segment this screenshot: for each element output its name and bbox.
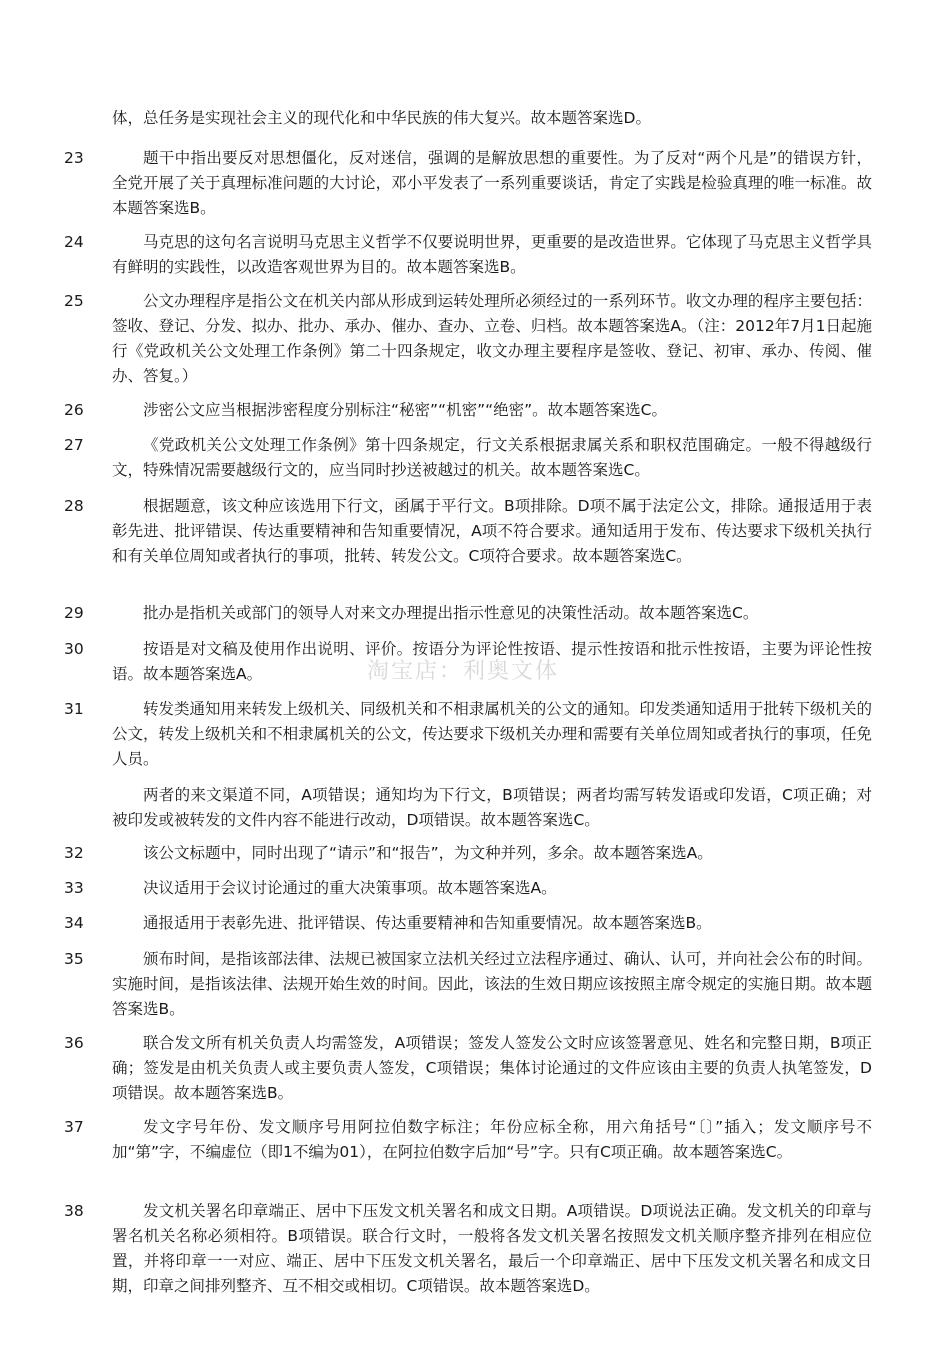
item-number: 38	[64, 1202, 84, 1220]
item-text	[112, 494, 872, 569]
item-text	[112, 289, 872, 389]
item-number: 33	[64, 879, 84, 897]
item-number: 32	[64, 844, 84, 862]
paragraph: 两者的来文渠道不同，A项错误；通知均为下行文，B项错误；两者均需写转发语或印发语，C项正确；对被印发或被转发的文件内容不能进行改动，D项错误。故本题答案选C。	[112, 786, 872, 829]
item-text	[112, 841, 872, 866]
continuation-text: 体，总任务是实现社会主义的现代化和中华民族的伟大复兴。故本题答案选D。	[112, 109, 651, 127]
paragraph: 题干中指出要反对思想僵化，反对迷信，强调的是解放思想的重要性。为了反对“两个凡是”的错误方针，全党开展了关于真理标准问题的大讨论，邓小平发表了一系列重要谈话，肯定了实践是检验真理的唯一标准。故本题答案选B。	[112, 149, 872, 217]
item-text	[112, 1115, 872, 1165]
paragraph: 公文办理程序是指公文在机关内部从形成到运转处理所必须经过的一系列环节。收文办理的程序主要包括：签收、登记、分发、拟办、批办、承办、催办、查办、立卷、归档。故本题答案选A。（注：2012年7月1日起施行《党政机关公文处理工作条例》第二十四条规定，收文办理主要程序是签收、登记、初审、承办、传阅、催办、答复。）	[112, 292, 872, 385]
paragraph: 联合发文所有机关负责人均需签发，A项错误；签发人签发公文时应该签署意见、姓名和完整日期，B项正确；签发是由机关负责人或主要负责人签发，C项错误；集体讨论通过的文件应该由主要的负责人执笔签发，D项错误。故本题答案选B。	[112, 1034, 872, 1102]
paragraph: 决议适用于会议讨论通过的重大决策事项。故本题答案选A。	[143, 879, 557, 897]
paragraph: 颁布时间，是指该部法律、法规已被国家立法机关经过立法程序通过、确认、认可，并向社会公布的时间。实施时间，是指该法律、法规开始生效的时间。因此，该法的生效日期应该按照主席令规定的实施日期。故本题答案选B。	[112, 950, 872, 1018]
item-text	[112, 911, 872, 936]
item-text	[112, 433, 872, 483]
paragraph: 批办是指机关或部门的领导人对来文办理提出指示性意见的决策性活动。故本题答案选C。	[143, 604, 759, 622]
paragraph: 《党政机关公文处理工作条例》第十四条规定，行文关系根据隶属关系和职权范围确定。一般不得越级行文，特殊情况需要越级行文的，应当同时抄送被越过的机关。故本题答案选C。	[112, 436, 872, 479]
paragraph: 涉密公文应当根据涉密程度分别标注“秘密”“机密”“绝密”。故本题答案选C。	[143, 401, 668, 419]
item-number: 23	[64, 149, 84, 167]
item-number: 24	[64, 233, 84, 251]
item-text	[112, 398, 872, 423]
item-text	[112, 876, 872, 901]
paragraph: 转发类通知用来转发上级机关、同级机关和不相隶属机关的公文的通知。印发类通知适用于批转下级机关的公文，转发上级机关和不相隶属机关的公文，传达要求下级机关办理和需要有关单位周知或者执行的事项，任免人员。	[112, 700, 872, 768]
item-text	[112, 146, 872, 221]
paragraph: 该公文标题中，同时出现了“请示”和“报告”，为文种并列，多余。故本题答案选A。	[143, 844, 713, 862]
paragraph: 按语是对文稿及使用作出说明、评价。按语分为评论性按语、提示性按语和批示性按语，主要为评论性按语。故本题答案选A。	[112, 640, 872, 683]
item-number: 25	[64, 292, 84, 310]
item-text	[112, 601, 872, 626]
paragraph: 马克思的这句名言说明马克思主义哲学不仅要说明世界，更重要的是改造世界。它体现了马克思主义哲学具有鲜明的实践性，以改造客观世界为目的。故本题答案选B。	[112, 233, 872, 276]
item-text	[112, 637, 872, 687]
item-number: 36	[64, 1034, 84, 1052]
item-text	[112, 230, 872, 280]
item-text	[112, 1031, 872, 1106]
item-text	[112, 947, 872, 1022]
paragraph: 根据题意，该文种应该选用下行文，函属于平行文。B项排除。D项不属于法定公文，排除。通报适用于表彰先进、批评错误、传达重要精神和告知重要情况，A项不符合要求。通知适用于发布、传达要求下级机关执行和有关单位周知或者执行的事项，批转、转发公文。C项符合要求。故本题答案选C。	[112, 497, 872, 565]
item-number: 34	[64, 914, 84, 932]
paragraph: 发文字号年份、发文顺序号用阿拉伯数字标注；年份应标全称，用六角括号“〔〕”插入；发文顺序号不加“第”字，不编虚位（即1不编为01），在阿拉伯数字后加“号”字。只有C项正确。故本题答案选C。	[112, 1118, 872, 1161]
item-number: 27	[64, 436, 84, 454]
item-number: 31	[64, 700, 84, 718]
item-number: 26	[64, 401, 84, 419]
item-number: 35	[64, 950, 84, 968]
item-number: 37	[64, 1118, 84, 1136]
paragraph: 发文机关署名印章端正、居中下压发文机关署名和成文日期。A项错误。D项说法正确。发文机关的印章与署名机关名称必须相符。B项错误。联合行文时，一般将各发文机关署名按照发文机关顺序整齐排列在相应位置，并将印章一一对应、端正、居中下压发文机关署名，最后一个印章端正、居中下压发文机关署名和成文日期，印章之间排列整齐、互不相交或相切。C项错误。故本题答案选D。	[112, 1202, 872, 1295]
paragraph: 通报适用于表彰先进、批评错误、传达重要精神和告知重要情况。故本题答案选B。	[143, 914, 712, 932]
item-number: 30	[64, 640, 84, 658]
watermark-text: 淘宝店：利奥文体	[367, 659, 560, 684]
item-text	[112, 1199, 872, 1299]
item-number: 28	[64, 497, 84, 515]
item-text	[112, 697, 872, 833]
item-number: 29	[64, 604, 84, 622]
